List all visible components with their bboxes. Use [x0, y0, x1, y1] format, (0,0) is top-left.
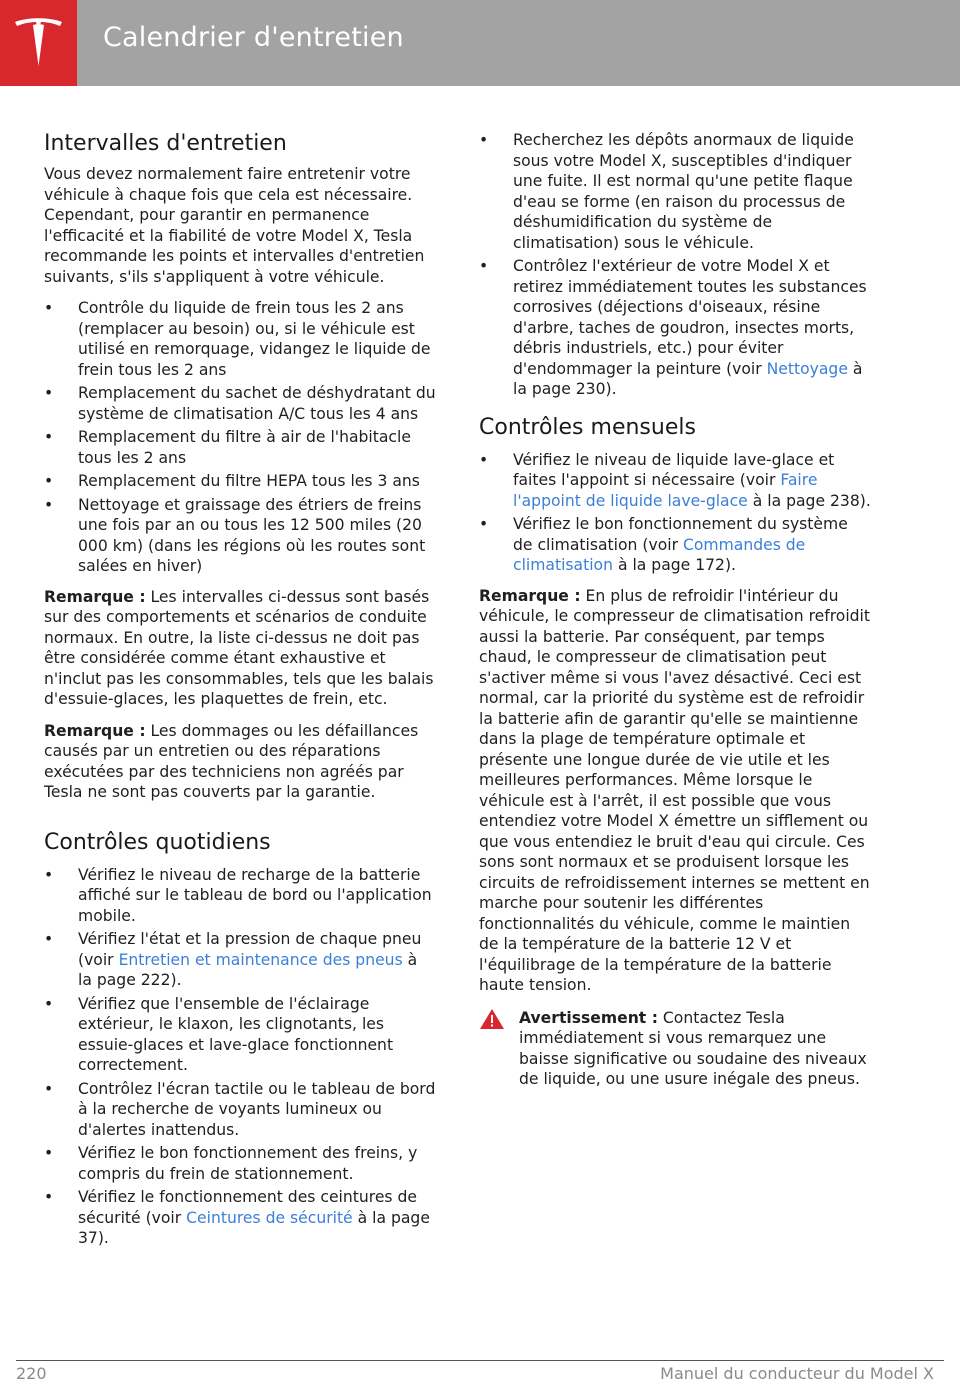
- list-item: [479, 514, 871, 576]
- bullet: •: [44, 1079, 54, 1098]
- warning-label: Avertissement :: [519, 1008, 658, 1027]
- list-item-text: à la page 37).: [78, 1208, 430, 1247]
- bullet: •: [44, 1144, 54, 1162]
- link-seat-belts[interactable]: Ceintures de sécurité: [186, 1208, 353, 1227]
- bullet: •: [44, 865, 54, 884]
- list-item: [479, 130, 871, 253]
- note-intervals: [44, 587, 436, 710]
- left-column: [44, 130, 436, 1259]
- note-label: Remarque :: [44, 721, 146, 740]
- link-cleaning[interactable]: Nettoyage: [766, 359, 848, 378]
- link-climate-controls[interactable]: Commandes de climatisation: [513, 535, 806, 574]
- bullet: •: [44, 472, 54, 490]
- bullet: •: [479, 257, 489, 275]
- note-text: En plus de refroidir l'intérieur du véhicule, le compresseur de climatisation refroidit aussi la batterie. Par conséquent, par temps chaud, le compresseur de climatisation peut s'activer même si vous l'avez désactivé. Ceci est normal, car la priorité du système est de refroidir la batterie afin de garantir qu'elle se maintienne dans la plage de température optimale et présente une longue durée de vie utile et les meilleures performances. Même lorsque le véhicule est à l'arrêt, il est possible que vous entendiez votre Model X émettre un sifflement ou que vous entendiez le bruit d'eau qui circule. Ces sons sont normaux et se produisent lorsque les circuits de refroidissement internes se mettent en marche pour soutenir les différentes fonctionnalités du véhicule, comme le maintien de la température de la batterie 12 V et l'équilibrage de la température de la batterie haute tension.: [479, 586, 871, 994]
- footer-divider: [16, 1360, 944, 1361]
- list-item-text: Vérifiez le niveau de liquide lave-glace et faites l'appoint si nécessaire (voir: [513, 450, 835, 489]
- note-label: Remarque :: [479, 586, 581, 605]
- tesla-logo-icon: [13, 16, 64, 70]
- page-header: [0, 0, 960, 86]
- list-item-text: Contrôle du liquide de frein tous les 2 ans (remplacer au besoin) ou, si le véhicule est utilisé en remorquage, vidangez le liquide de frein tous les 2 ans: [78, 299, 431, 379]
- intervals-list: [44, 298, 436, 577]
- warning-icon: [479, 1008, 505, 1030]
- list-item-text: Vérifiez le niveau de recharge de la batterie affiché sur le tableau de bord ou l'application mobile.: [78, 865, 432, 925]
- monthly-list: [479, 450, 871, 576]
- note-climate: [479, 586, 871, 996]
- tesla-logo: [0, 0, 77, 86]
- bullet: •: [44, 994, 54, 1013]
- note-text: Les intervalles ci-dessus sont basés sur des comportements et scénarios de conduite normaux. En outre, la liste ci-dessus ne doit pas être considérée comme étant exhaustive et n'inclut pas les consommables, tels que les balais d'essuie-glaces, les plaquettes de frein, etc.: [44, 587, 434, 708]
- list-item: [44, 383, 436, 424]
- list-item: [44, 1143, 436, 1184]
- list-item-text: à la page 238).: [747, 491, 871, 510]
- list-item-text: Recherchez les dépôts anormaux de liquide sous votre Model X, susceptibles d'indiquer une fuite. Il est normal qu'une petite flaque d'eau se forme (en raison du processus de déshumidification du système de climatisation) sous le véhicule.: [513, 131, 854, 252]
- note-warranty: [44, 721, 436, 803]
- list-item: [44, 471, 436, 492]
- list-item: [44, 994, 436, 1076]
- section-title-monthly: Contrôles mensuels: [479, 414, 696, 440]
- bullet: •: [44, 930, 54, 948]
- bullet: •: [479, 131, 489, 149]
- bullet: •: [479, 515, 489, 533]
- list-item-text: Contrôlez l'extérieur de votre Model X et retirez immédiatement toutes les substances corrosives (déjections d'oiseaux, résine d'arbre, taches de goudron, insectes morts, débris industriels, etc.) pour éviter d'endommager la peinture (voir: [513, 257, 867, 378]
- list-item: [44, 495, 436, 577]
- link-tire-care[interactable]: Entretien et maintenance des pneus: [118, 950, 403, 969]
- list-item-text: Vérifiez le bon fonctionnement des freins, y compris du frein de stationnement.: [78, 1144, 418, 1183]
- manual-title: Manuel du conducteur du Model X: [660, 1364, 934, 1383]
- page-title: Calendrier d'entretien: [103, 22, 404, 53]
- list-item: [44, 298, 436, 380]
- list-item-text: Remplacement du filtre HEPA tous les 3 ans: [78, 472, 420, 490]
- list-item: [44, 1079, 436, 1141]
- bullet: •: [44, 428, 54, 446]
- list-item-text: Remplacement du sachet de déshydratant du système de climatisation A/C tous les 4 ans: [78, 384, 436, 423]
- list-item-text: Nettoyage et graissage des étriers de freins une fois par an ou tous les 12 500 miles (20 000 km) (dans les régions où les routes sont salées en hiver): [78, 495, 426, 575]
- list-item-text: Vérifiez le fonctionnement des ceintures de sécurité (voir: [78, 1188, 417, 1227]
- warning-box: [479, 1008, 871, 1090]
- right-column: [479, 130, 871, 1090]
- list-item-text: Contrôlez l'écran tactile ou le tableau de bord à la recherche de voyants lumineux ou d'alertes inattendus.: [78, 1079, 436, 1139]
- bullet: •: [479, 450, 489, 469]
- list-item-text: à la page 230).: [513, 359, 863, 398]
- link-washer-fluid[interactable]: Faire l'appoint de liquide lave-glace: [513, 471, 818, 510]
- list-item-text: Vérifiez le bon fonctionnement du système de climatisation (voir: [513, 515, 848, 554]
- section-title-daily: Contrôles quotidiens: [44, 829, 271, 855]
- intervals-intro: Vous devez normalement faire entretenir votre véhicule à chaque fois que cela est nécessaire. Cependant, pour garantir en permanence l'efficacité et la fiabilité de votre Model X, Tesla recommande les points et intervalles d'entretien suivants, s'ils s'appliquent à votre véhicule.: [44, 165, 425, 286]
- daily-list: [44, 865, 436, 1249]
- list-item: [479, 256, 871, 400]
- daily-list-continued: [479, 130, 871, 400]
- list-item: [479, 450, 871, 512]
- list-item: [44, 427, 436, 468]
- list-item: [44, 1187, 436, 1249]
- note-text: Les dommages ou les défaillances causés par un entretien ou des réparations exécutées par des techniciens non agréés par Tesla ne sont pas couverts par la garantie.: [44, 721, 419, 801]
- list-item-text: à la page 222).: [78, 950, 418, 989]
- list-item-text: Remplacement du filtre à air de l'habitacle tous les 2 ans: [78, 428, 411, 467]
- list-item: [44, 865, 436, 927]
- note-label: Remarque :: [44, 587, 146, 606]
- bullet: •: [44, 495, 54, 514]
- bullet: •: [44, 384, 54, 402]
- list-item-text: Vérifiez que l'ensemble de l'éclairage extérieur, le klaxon, les clignotants, les essuie-glaces et lave-glace fonctionnent correctement.: [78, 994, 394, 1074]
- list-item-text: à la page 172).: [612, 556, 737, 574]
- list-item-text: Vérifiez l'état et la pression de chaque pneu (voir: [78, 930, 422, 969]
- warning-text: Contactez Tesla immédiatement si vous remarquez une baisse significative ou soudaine des niveaux de liquide, ou une usure inégale des pneus.: [519, 1008, 867, 1088]
- bullet: •: [44, 1188, 54, 1206]
- section-title-intervals: Intervalles d'entretien: [44, 131, 287, 156]
- list-item: [44, 929, 436, 991]
- bullet: •: [44, 299, 54, 317]
- page-number: 220: [16, 1364, 47, 1383]
